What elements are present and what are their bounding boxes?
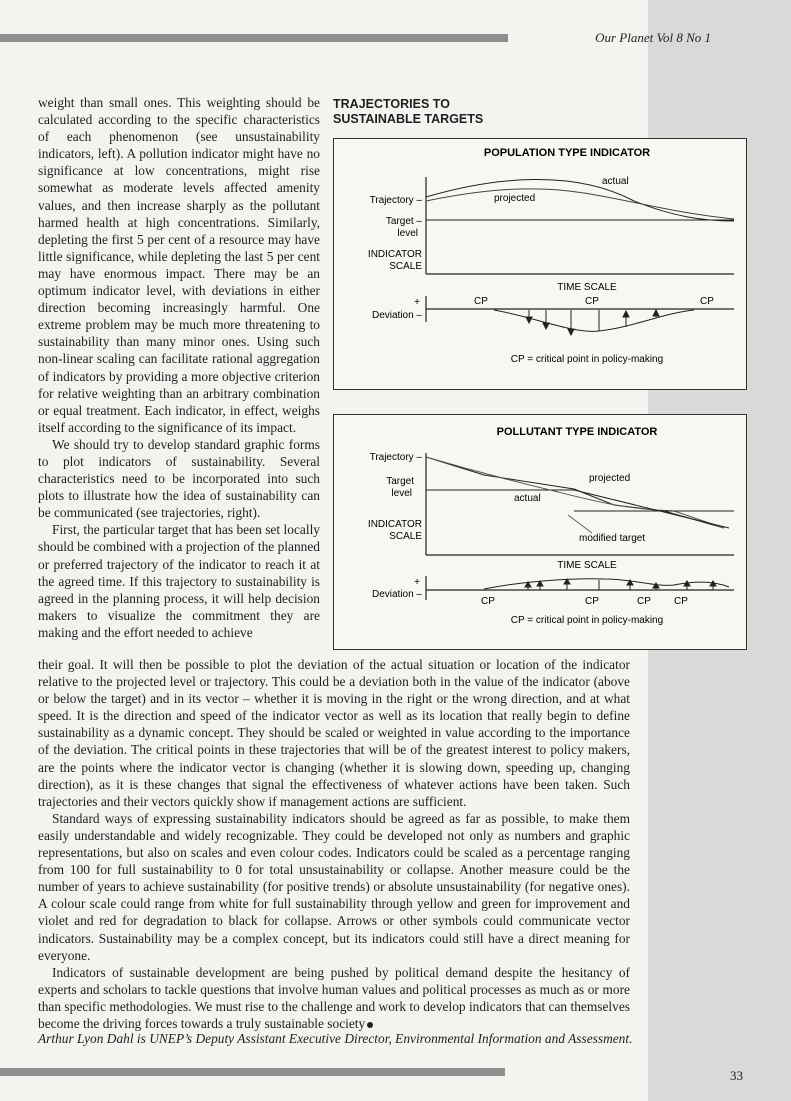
header-rule <box>0 34 508 42</box>
cp-label: CP <box>700 296 714 307</box>
deviation-curve <box>484 579 729 589</box>
pollutant-diagram <box>334 415 746 649</box>
actual-curve <box>426 179 734 221</box>
scale-label: SCALE <box>389 531 422 542</box>
page-number: 33 <box>730 1068 743 1083</box>
journal-header: Our Planet Vol 8 No 1 <box>595 30 711 45</box>
projected-curve <box>426 189 734 219</box>
actual-line <box>426 457 724 528</box>
deviation-label: Deviation – <box>371 310 422 321</box>
cp-label: CP <box>674 596 688 607</box>
paragraph: weight than small ones. This weighting should be calculated according to the specific characteristics of each phenomenon (see unsustainability indicators, left). A pollution indicator might have no significance at low concentrations, might rise somewhat as moderate levels affected amenity values, and then increase sharply as the pollutant harmed health at high concentrations. Similarly, depleting the first 5 per cent of a resource may have little significance, while depleting the last 5 per cent may have enormous impact. There may be an optimum indicator level, with deviations in either direction becoming increasingly harmful. One extreme problem may be much more threatening to sustainability than many minor ones. Using such non-linear scaling can facilitate rational aggregation of indicators by providing a more objective criterion for relative weighting than an arbitrary combination or equal treatment. Each indicator, in effect, weighs itself according to the significance of its impact. <box>38 95 320 435</box>
projected-label: projected <box>589 473 631 484</box>
target-level-label: level <box>391 488 412 499</box>
time-scale-label: TIME SCALE <box>557 560 617 571</box>
projected-line <box>426 457 724 528</box>
cp-label: CP <box>481 596 495 607</box>
population-diagram <box>334 139 746 389</box>
full-width-text <box>38 656 630 1032</box>
figure-title-line2: SUSTAINABLE TARGETS <box>333 112 484 126</box>
plus-label: + <box>414 577 420 588</box>
cp-label: CP <box>474 296 488 307</box>
projected-label: projected <box>494 193 536 204</box>
modified-target-label: modified target <box>579 533 646 544</box>
paragraph: We should try to develop standard graphic forms to plot indicators of sustainability. Several characteristics need to be incorporated into such plots to illustrate how the idea of sustainability can be communicated (see trajectories, right). <box>38 436 320 521</box>
author-byline: Arthur Lyon Dahl is UNEP’s Deputy Assistant Executive Director, Environmental Information and Assessment. <box>38 1031 633 1046</box>
deviation-curve <box>494 310 694 331</box>
pollutant-title: POLLUTANT TYPE INDICATOR <box>496 426 658 438</box>
paragraph: First, the particular target that has been set locally should be combined with a projection of the planned or preferred trajectory of the indicator to reach it at the agreed time. If this trajectory to sustainability is agreed in the planning process, it will help decision makers to visualize the commitment they are making and the effort needed to achieve <box>38 522 320 640</box>
modified-target-pointer <box>568 515 592 533</box>
paragraph: Standard ways of expressing sustainability indicators should be agreed as far as possible, to make them easily understandable and widely recognizable. They could be developed not only as numbers and graphic representations, but also on scales and even colour codes. Indicators could be scaled as a percentage ranging from 100 for full sustainability to 0 for total unsustainability or collapse. Another measure could be the number of years to achieve sustainability (for positive trends) or absolute unsustainability (for negative ones). A colour scale could range from white for full sustainability through yellow and green for improvement and violet and red for degradation to black for collapse. Arrows or other symbols could communicate vector indicators. Sustainability may be a complex concept, but its indicators could still have a direct meaning for everyone. <box>38 810 630 963</box>
population-panel <box>333 138 747 390</box>
population-title: POPULATION TYPE INDICATOR <box>483 147 651 159</box>
deviation-label: Deviation – <box>371 589 422 600</box>
cp-legend: CP = critical point in policy-making <box>510 354 664 365</box>
target-level-label: level <box>397 228 418 239</box>
target-label: Target – <box>385 216 422 227</box>
indicator-label: INDICATOR <box>367 519 422 530</box>
cp-label: CP <box>585 296 599 307</box>
closing-text: Indicators of sustainable development are being pushed by political demand despite the hesitancy of experts and scholars to tackle questions that involve human values and political processes as much as or more than specific methodologies. We must rise to the challenge and work to develop indicators that can themselves become the driving forces towards a truly sustainable society <box>38 964 630 1031</box>
figure-title <box>333 97 483 127</box>
trajectory-label: Trajectory – <box>369 195 422 206</box>
actual-label: actual <box>602 176 629 187</box>
footer-rule-left <box>0 1068 505 1076</box>
cp-label: CP <box>637 596 651 607</box>
target-label: Target <box>386 476 414 487</box>
actual-label: actual <box>514 493 541 504</box>
paragraph <box>38 964 630 1032</box>
time-scale-label: TIME SCALE <box>557 282 617 293</box>
modified-target-line <box>574 490 729 528</box>
plus-label: + <box>414 297 420 308</box>
scale-label: SCALE <box>389 261 422 272</box>
left-column <box>38 94 320 641</box>
figure-title-line1: TRAJECTORIES TO <box>333 97 450 111</box>
cp-label: CP <box>585 596 599 607</box>
indicator-label: INDICATOR <box>367 249 422 260</box>
end-mark-icon <box>367 1022 373 1028</box>
cp-legend: CP = critical point in policy-making <box>510 615 664 626</box>
paragraph: their goal. It will then be possible to plot the deviation of the actual situation or location of the indicator relative to the projected level or trajectory. This could be a deviation both in the value of the indicator (above or below the target) and in its vector – whether it is moving in the right or the wrong direction, and at what speed. It is the direction and speed of the indicator vector as well as its location that really begin to define sustainability as a dynamic concept. They should be scaled or weighted in value according to the importance of the deviation. The critical points in these trajectories that will be of the greatest interest to policy makers, are the points where the indicator vector is changing (whether it is slowing down, speeding up, changing direction), as it is these changes that signal the effectiveness of whatever actions have been taken. Such trajectories and their vectors quickly show if management actions are sufficient. <box>38 657 630 809</box>
pollutant-panel <box>333 414 747 650</box>
trajectory-label: Trajectory – <box>369 452 422 463</box>
